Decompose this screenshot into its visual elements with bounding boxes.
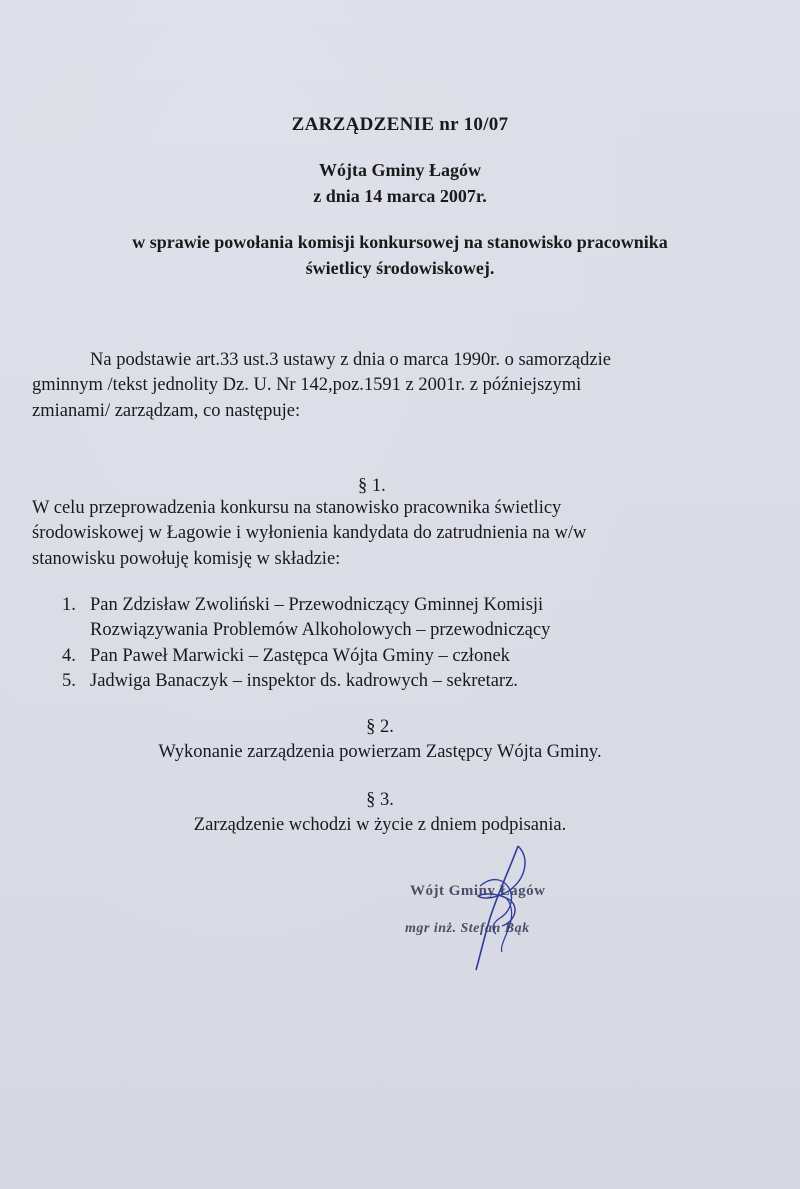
section-2-mark: § 2. [366,717,394,737]
stamp-office: Wójt Gminy Łagów [410,883,546,899]
section-3-mark: § 3. [366,790,394,810]
issuer: Wójta Gminy Łagów [319,160,481,180]
section-1-line-2: środowiskowej w Łagowie i wyłonienia kandydata do zatrudnienia na w/w [32,523,587,543]
preamble-line-3: zmianami/ zarządzam, co następuje: [32,401,301,421]
stamp-name: mgr inż. Stefan Bąk [405,921,530,936]
section-2-text: Wykonanie zarządzenia powierzam Zastępcy Wójta Gminy. [158,742,602,762]
preamble-line-1: Na podstawie art.33 ust.3 ustawy z dnia o marca 1990r. o samorządzie [90,350,611,370]
section-3-text: Zarządzenie wchodzi w życie z dniem podpisania. [193,815,567,835]
member-number: 4. [62,646,76,666]
section-1-line-1: W celu przeprowadzenia konkursu na stanowisko pracownika świetlicy [32,498,562,518]
member-text: Pan Zdzisław Zwoliński – Przewodniczący Gminnej Komisji [90,595,544,615]
member-text: Jadwiga Banaczyk – inspektor ds. kadrowych – sekretarz. [90,671,518,691]
handwritten-signature [440,838,560,978]
member-text: Pan Paweł Marwicki – Zastępca Wójta Gminy – członek [90,646,510,666]
section-1-mark: § 1. [358,476,386,496]
member-text-continuation: Rozwiązywania Problemów Alkoholowych – przewodniczący [90,620,551,640]
document-title: ZARZĄDZENIE nr 10/07 [291,114,509,135]
member-number: 1. [62,595,76,615]
subject-line-1: w sprawie powołania komisji konkursowej na stanowisko pracownika [132,232,668,252]
section-1-line-3: stanowisku powołuję komisję w składzie: [32,549,341,569]
preamble-line-2: gminnym /tekst jednolity Dz. U. Nr 142,poz.1591 z 2001r. z późniejszymi [32,375,582,395]
subject-line-2: świetlicy środowiskowej. [305,258,495,278]
issue-date: z dnia 14 marca 2007r. [313,186,487,206]
member-number: 5. [62,671,76,691]
